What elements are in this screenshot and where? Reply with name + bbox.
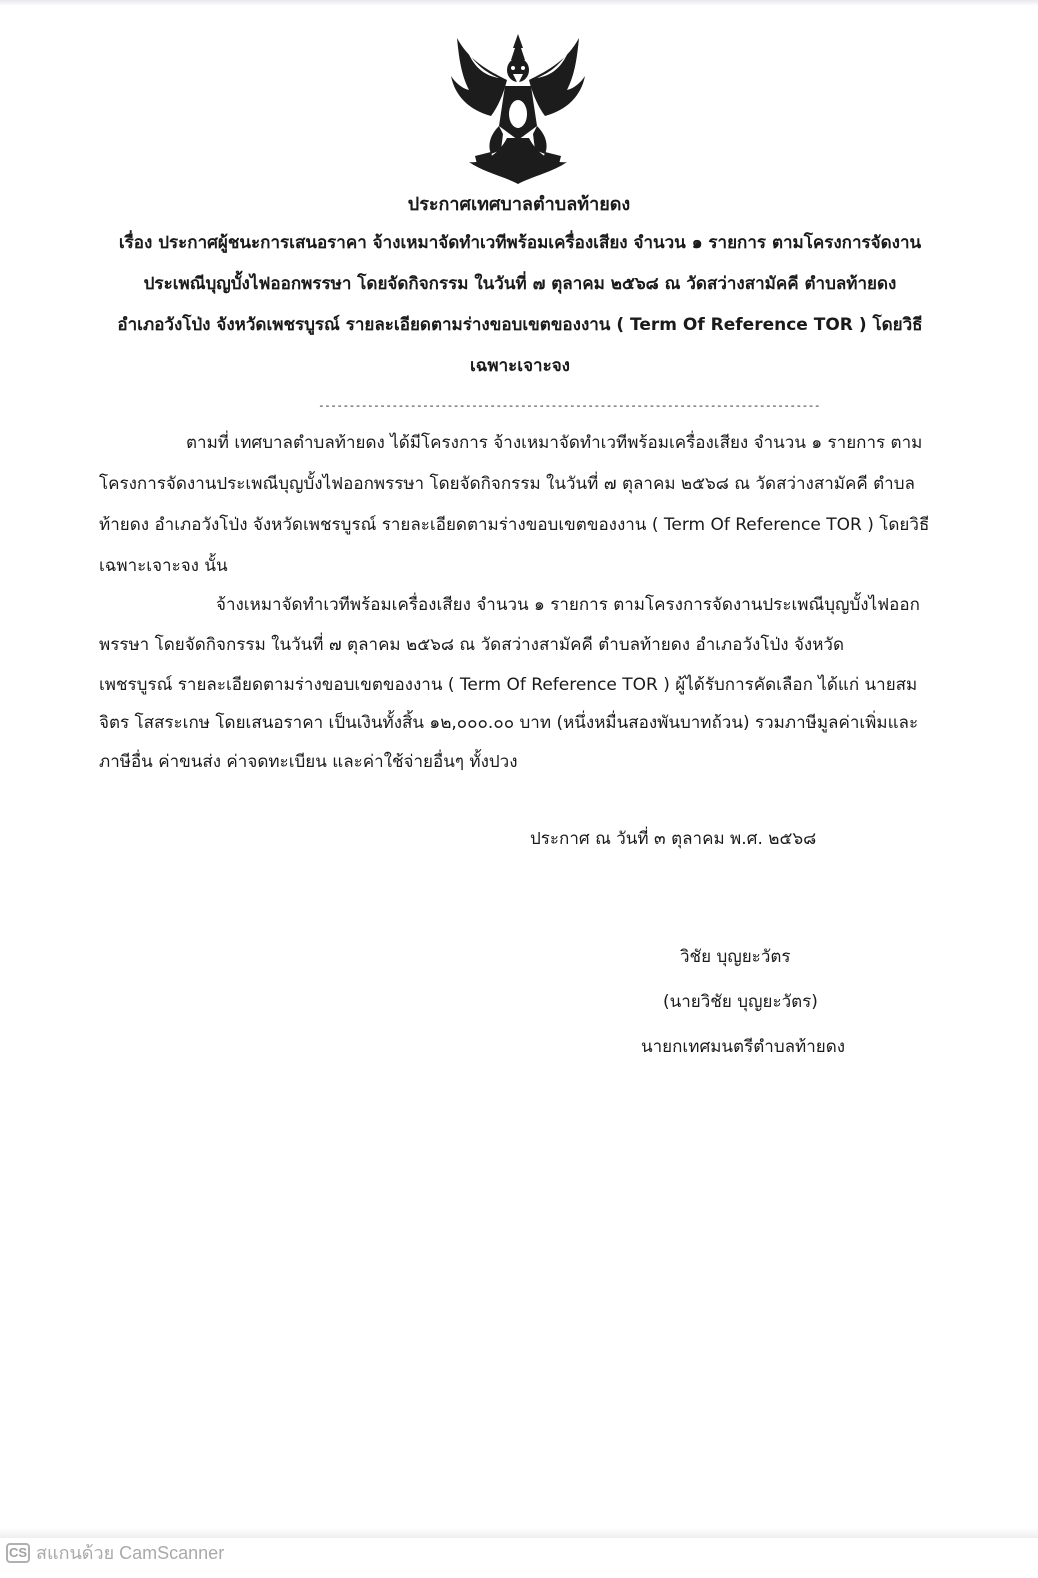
paragraph2-line-2: พรรษา โดยจัดกิจกรรม ในวันที่ ๗ ตุลาคม ๒๕๖๘ ณ วัดสว่างสามัคคี ตำบลท้ายดง อำเภอวังโป่ง จังหวัด <box>99 635 844 655</box>
paragraph2-line-4: จิตร โสสระเกษ โดยเสนอราคา เป็นเงินทั้งสิ้น ๑๒,๐๐๐.๐๐ บาท (หนึ่งหมื่นสองพันบาทถ้วน) รวมภาษีมูลค่าเพิ่มและ <box>99 713 919 733</box>
paragraph1-line-1: ตามที่ เทศบาลตำบลท้ายดง ได้มีโครงการ จ้างเหมาจัดทำเวทีพร้อมเครื่องเสียง จำนวน ๑ รายการ ตาม <box>186 433 923 453</box>
paragraph1-line-4: เฉพาะเจาะจง นั้น <box>99 556 228 576</box>
printed-name: (นายวิชัย บุญยะวัตร) <box>663 992 818 1012</box>
paragraph1-line-2: โครงการจัดงานประเพณีบุญบั้งไฟออกพรรษา โดยจัดกิจกรรม ในวันที่ ๗ ตุลาคม ๒๕๖๘ ณ วัดสว่างสามัคคี ตำบล <box>99 474 915 494</box>
garuda-emblem-icon <box>447 30 589 190</box>
paragraph2-line-1: จ้างเหมาจัดทำเวทีพร้อมเครื่องเสียง จำนวน ๑ รายการ ตามโครงการจัดงานประเพณีบุญบั้งไฟออก <box>216 595 920 615</box>
divider-line: ---------------------------------------------------------------------------------- <box>318 399 821 412</box>
announcement-date: ประกาศ ณ วันที่ ๓ ตุลาคม พ.ศ. ๒๕๖๘ <box>530 829 817 849</box>
paragraph2-line-5: ภาษีอื่น ค่าขนส่ง ค่าจดทะเบียน และค่าใช้จ่ายอื่นๆ ทั้งปวง <box>99 752 518 772</box>
subject-line-3: อำเภอวังโป่ง จังหวัดเพชรบูรณ์ รายละเอียดตามร่างขอบเขตของงาน ( Term Of Reference TOR ) โดยวิธี <box>117 315 923 335</box>
scan-edge-top <box>0 0 1038 6</box>
paragraph1-line-3: ท้ายดง อำเภอวังโป่ง จังหวัดเพชรบูรณ์ รายละเอียดตามร่างขอบเขตของงาน ( Term Of Reference TOR ) โดยวิธี <box>99 515 930 535</box>
subject-line-4: เฉพาะเจาะจง <box>470 356 570 376</box>
document-heading: ประกาศเทศบาลตำบลท้ายดง <box>407 194 631 215</box>
subject-line-2: ประเพณีบุญบั้งไฟออกพรรษา โดยจัดกิจกรรม ในวันที่ ๗ ตุลาคม ๒๕๖๘ ณ วัดสว่างสามัคคี ตำบลท้ายดง <box>143 274 897 294</box>
signer-position: นายกเทศมนตรีตำบลท้ายดง <box>641 1037 846 1057</box>
camscanner-watermark <box>6 1538 224 1567</box>
paragraph2-line-3: เพชรบูรณ์ รายละเอียดตามร่างขอบเขตของงาน ( Term Of Reference TOR ) ผู้ได้รับการคัดเลือก ได้แก่ นายสม <box>99 675 918 695</box>
watermark-text: สแกนด้วย CamScanner <box>36 1543 225 1563</box>
scan-edge-bottom <box>0 1528 1038 1538</box>
signature-name: วิชัย บุญยะวัตร <box>680 947 791 967</box>
subject-line-1: เรื่อง ประกาศผู้ชนะการเสนอราคา จ้างเหมาจัดทำเวทีพร้อมเครื่องเสียง จำนวน ๑ รายการ ตามโครงการจัดงาน <box>118 233 922 253</box>
camscanner-logo-icon: CS <box>6 1543 30 1563</box>
